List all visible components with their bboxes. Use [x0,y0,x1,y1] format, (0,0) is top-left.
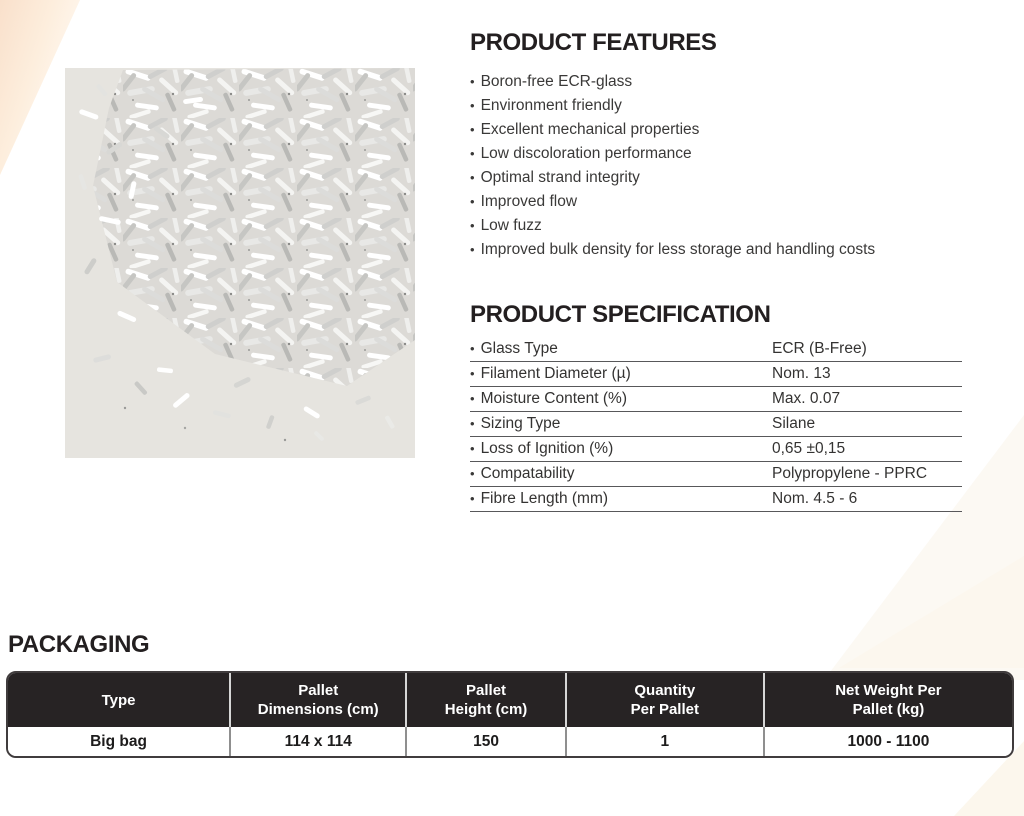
bullet-dot: • [470,366,475,382]
specification-table [470,337,962,512]
bullet-dot: • [470,416,475,432]
column-header-quantity-per-pallet: Quantity Per Pallet [565,673,763,727]
column-header-net-weight-per-pallet: Net Weight Per Pallet (kg) [763,673,1012,727]
feature-text: Improved bulk density for less storage and handling costs [480,241,876,259]
spec-row [470,487,962,512]
cell-quantity-per-pallet: 1 [565,727,763,756]
spec-label: • Glass Type [470,340,558,358]
product-specification-title: PRODUCT SPECIFICATION [470,301,771,328]
feature-item [470,118,975,142]
spec-row [470,362,962,387]
spec-row [470,337,962,362]
bullet-dot: • [470,218,475,234]
feature-text: Low fuzz [480,217,542,235]
packaging-title: PACKAGING [8,631,150,658]
feature-text: Excellent mechanical properties [480,121,700,139]
bullet-dot: • [470,194,475,210]
packaging-table-header [8,673,1012,727]
spec-value: Nom. 4.5 - 6 [772,490,858,508]
product-photo-chopped-strands [65,68,415,458]
spec-value: ECR (B-Free) [772,340,867,358]
bullet-dot: • [470,242,475,258]
feature-text: Low discoloration performance [480,145,692,163]
feature-item [470,190,975,214]
spec-row [470,462,962,487]
spec-label: • Filament Diameter (µ) [470,365,631,383]
product-features-section [470,30,975,262]
bullet-dot: • [470,391,475,407]
spec-value: 0,65 ±0,15 [772,440,846,458]
packaging-table-row [8,727,1012,756]
feature-item [470,70,975,94]
spec-label: • Moisture Content (%) [470,390,628,408]
bullet-dot: • [470,122,475,138]
bullet-dot: • [470,441,475,457]
bullet-dot: • [470,170,475,186]
spec-value: Max. 0.07 [772,390,841,408]
product-specification-section [470,302,962,512]
feature-text: Improved flow [480,193,578,211]
column-header-pallet-dimensions: Pallet Dimensions (cm) [229,673,405,727]
spec-value: Polypropylene - PPRC [772,465,928,483]
product-features-list [470,70,975,262]
cell-type: Big bag [90,732,147,750]
spec-label: • Compatability [470,465,575,483]
feature-item [470,166,975,190]
spec-row [470,437,962,462]
bullet-dot: • [470,466,475,482]
feature-text: Boron-free ECR-glass [480,73,633,91]
spec-label: • Loss of Ignition (%) [470,440,614,458]
bullet-dot: • [470,146,475,162]
bullet-dot: • [470,98,475,114]
feature-item [470,94,975,118]
feature-text: Optimal strand integrity [480,169,640,187]
packaging-table [6,671,1014,758]
column-header-pallet-height: Pallet Height (cm) [405,673,564,727]
cell-pallet-dimensions: 114 x 114 [229,727,405,756]
bullet-dot: • [470,491,475,507]
chopped-strands-illustration [65,68,415,458]
bullet-dot: • [470,341,475,357]
cell-net-weight-per-pallet: 1000 - 1100 [763,727,1012,756]
feature-item [470,238,975,262]
feature-item [470,214,975,238]
product-features-title: PRODUCT FEATURES [470,29,717,56]
spec-label: • Fibre Length (mm) [470,490,609,508]
spec-value: Nom. 13 [772,365,831,383]
feature-text: Environment friendly [480,97,622,115]
feature-item [470,142,975,166]
column-header-type: Type [101,691,136,709]
cell-pallet-height: 150 [405,727,564,756]
spec-row [470,412,962,437]
spec-label: • Sizing Type [470,415,561,433]
spec-value: Silane [772,415,816,433]
bullet-dot: • [470,74,475,90]
spec-row [470,387,962,412]
